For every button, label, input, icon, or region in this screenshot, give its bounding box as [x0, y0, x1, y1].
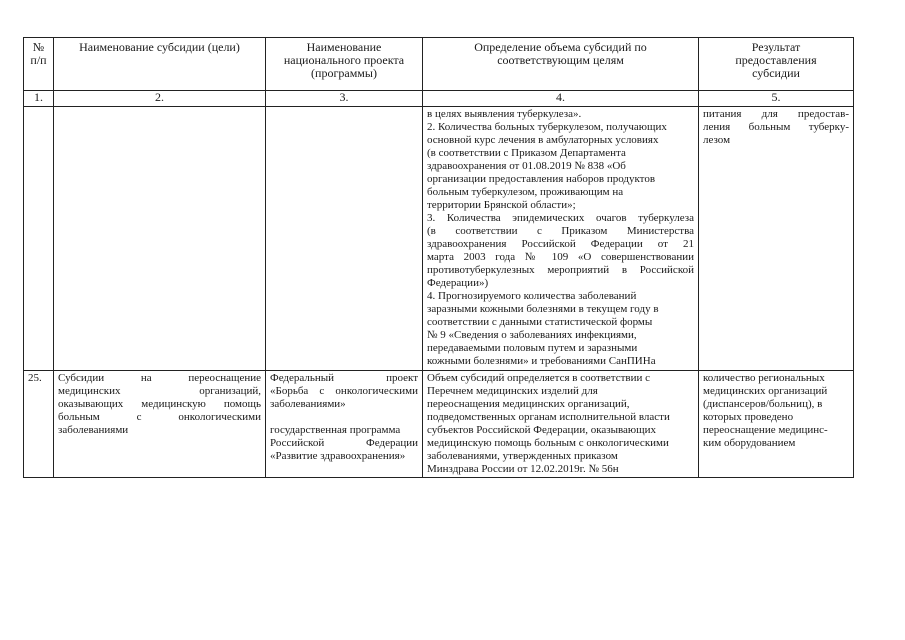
header-result — [699, 38, 854, 91]
cell-volume-definition: Объем субсидий определяется в соответствии с Перечнем медицинских изделий для переоснащения медицинских организаций, подведомственных органам исполнительной власти субъектов Российской Федерации, оказывающих медицинскую помощь больным с онкологическими заболеваниями, утвержденных приказом Минздрава России от 12.02.2019г. № 56н — [423, 371, 699, 478]
header-number — [24, 38, 54, 91]
column-number: 3. — [266, 91, 423, 107]
header-subsidy-name — [54, 38, 266, 91]
header-national-project — [266, 38, 423, 91]
header-text-line: предоставления — [735, 53, 817, 67]
table-row-25 — [24, 371, 854, 478]
cell-number — [24, 107, 54, 371]
column-number: 4. — [423, 91, 699, 107]
header-text-line: Определение объема субсидий по — [474, 40, 647, 54]
column-number: 2. — [54, 91, 266, 107]
cell-result: количество региональных медицинских организаций (диспансеров/больниц), в которых проведено переоснащение медицинс- ким оборудованием — [699, 371, 854, 478]
cell-result: питания для предостав- ления больным туберку- лезом — [699, 107, 854, 371]
header-text-line: № — [32, 40, 45, 54]
header-text-line: п/п — [30, 53, 47, 67]
cell-number: 25. — [24, 371, 54, 478]
cell-national-project — [266, 107, 423, 371]
header-text-line: национального проекта — [283, 53, 405, 67]
subsidy-table — [23, 37, 854, 478]
header-text-line: Результат — [751, 40, 801, 54]
cell-subsidy-name — [54, 107, 266, 371]
column-numbers-row — [24, 91, 854, 107]
table-row-continued — [24, 107, 854, 371]
cell-volume-definition: в целях выявления туберкулеза». 2. Количества больных туберкулезом, получающих основной курс лечения в амбулаторных условиях (в соответствии с Приказом Департамента здравоохранения от 01.08.2019 № 838 «Об организации предоставления наборов продуктов больным туберкулезом, проживающим на территории Брянской области»; 3. Количества эпидемических очагов туберкулеза (в соответствии с Приказом Министерства здравоохранения Российской Федерации от 21 марта 2003 года № 109 «О совершенствовании противотуберкулезных мероприятий в Российской Федерации») 4. Прогнозируемого количества заболеваний заразными кожными болезнями в текущем году в соответствии с данными статистической формы № 9 «Сведения о заболеваниях инфекциями, передаваемыми половым путем и заразными кожными болезнями» и требованиями СанПИНа — [423, 107, 699, 371]
header-text-line: Наименование субсидии (цели) — [79, 40, 240, 54]
cell-subsidy-name: Субсидии на переоснащение медицинских организаций, оказывающих медицинскую помощь больным с онкологическими заболеваниями — [54, 371, 266, 478]
header-text-line: соответствующим целям — [497, 53, 624, 67]
cell-national-project: Федеральный проект «Борьба с онкологическими заболеваниями» государственная программа Российской Федерации «Развитие здравоохранения» — [266, 371, 423, 478]
table-header-row — [24, 38, 854, 91]
header-text-line: (программы) — [311, 66, 377, 80]
header-text-line: Наименование — [306, 40, 382, 54]
column-number: 5. — [699, 91, 854, 107]
header-volume-definition — [423, 38, 699, 91]
column-number: 1. — [24, 91, 54, 107]
header-text-line: субсидии — [752, 66, 800, 80]
